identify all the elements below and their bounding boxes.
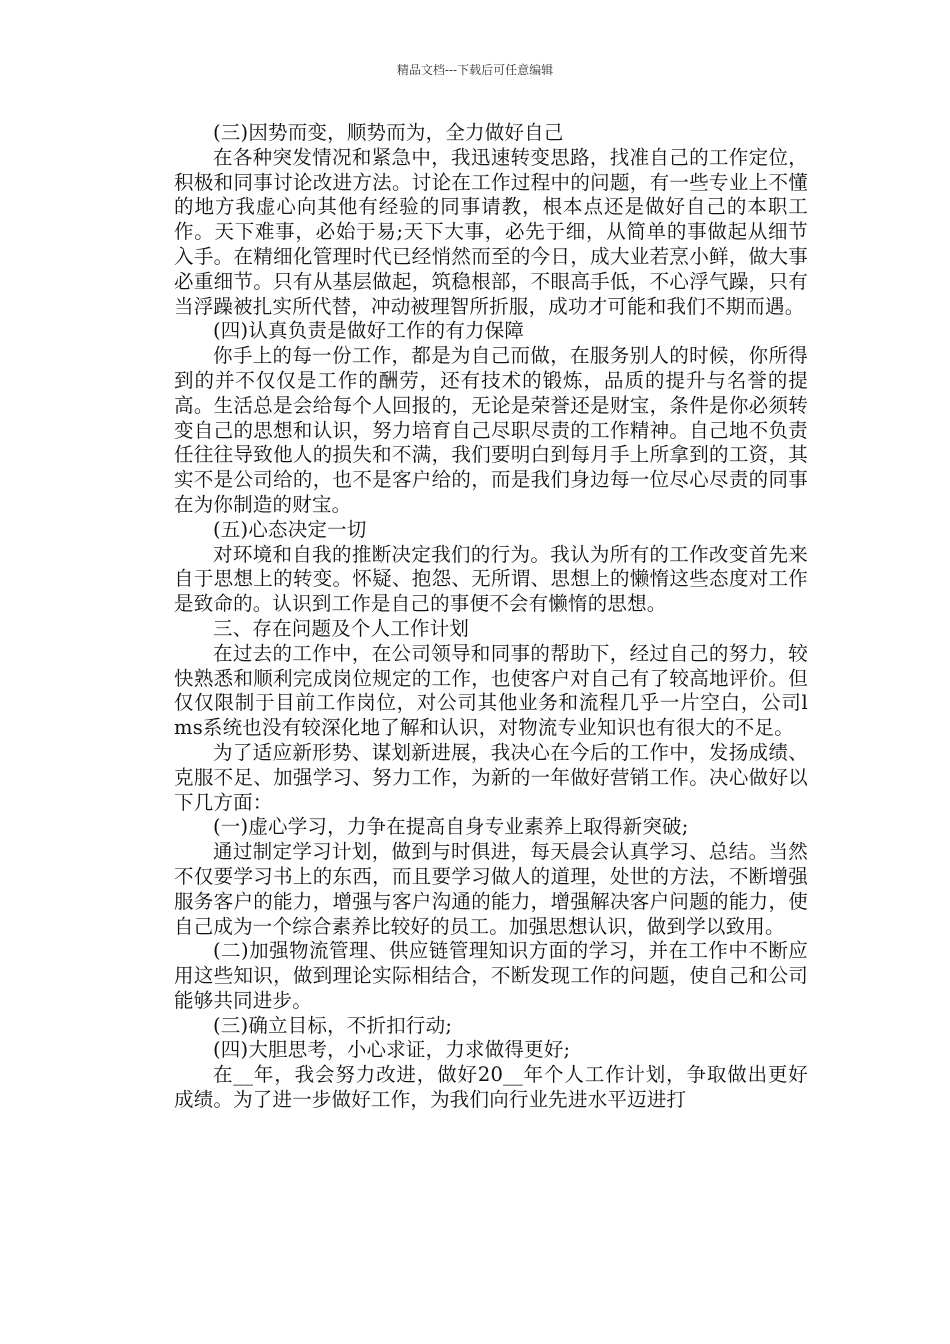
- section-heading-4: (四)认真负责是做好工作的有力保障: [213, 319, 525, 343]
- page-header: 精品文档---下载后可任意编辑: [396, 63, 554, 77]
- chapter-heading: 三、存在问题及个人工作计划: [213, 616, 470, 640]
- section-heading-3: (三)因势而变，顺势而为，全力做好自己: [213, 121, 564, 144]
- paragraph: 在过去的工作中，在公司领导和同事的帮助下，经过自己的努力，较快熟悉和顺利完成岗位规定的工作，也使客户对自己有了较高地评价。但仅仅限制于目前工作岗位，对公司其他业务和流程几乎一片空白，公司lms系统也没有较深化地了解和认识，对物流专业知识也有很大的不足。: [174, 641, 808, 740]
- paragraph: 在__年，我会努力改进，做好20__年个人工作计划，争取做出更好成绩。为了进一步做好工作，为我们向行业先进水平迈进打: [174, 1063, 808, 1112]
- plan-item-3: (三)确立目标，不折扣行动;: [213, 1013, 453, 1037]
- paragraph: 对环境和自我的推断决定我们的行为。我认为所有的工作改变首先来自于思想上的转变。怀疑、抱怨、无所谓、思想上的懒惰这些态度对工作是致命的。认识到工作是自己的事便不会有懒惰的思想。: [174, 542, 808, 616]
- plan-item-4: (四)大胆思考，小心求证，力求做得更好;: [213, 1038, 571, 1062]
- section-heading-5: (五)心态决定一切: [213, 517, 367, 541]
- paragraph: 在各种突发情况和紧急中，我迅速转变思路，找准自己的工作定位，积极和同事讨论改进方法。讨论在工作过程中的问题，有一些专业上不懂的地方我虚心向其他有经验的同事请教，根本点还是做好自己的本职工作。天下难事，必始于易;天下大事，必先于细，从简单的事做起从细节入手。在精细化管理时代已经悄然而至的今日，成大业若烹小鲜，做大事必重细节。只有从基层做起，筑稳根部，不眼高手低，不心浮气躁，只有当浮躁被扎实所代替，冲动被理智所折服，成功才可能和我们不期而遇。: [174, 145, 808, 318]
- plan-item-2: (二)加强物流管理、供应链管理知识方面的学习，并在工作中不断应用这些知识，做到理论实际相结合，不断发现工作的问题，使自己和公司能够共同进步。: [174, 939, 808, 1012]
- paragraph: 你手上的每一份工作，都是为自己而做，在服务别人的时候，你所得到的并不仅仅是工作的酬劳，还有技术的锻炼，品质的提升与名誉的提高。生活总是会给每个人回报的，无论是荣誉还是财宝，条件是你必须转变自己的思想和认识，努力培育自己尽职尽责的工作精神。自己地不负责任往往导致他人的损失和不满，我们要明白到每月手上所拿到的工资，其实不是公司给的，也不是客户给的，而是我们身边每一位尽心尽责的同事在为你制造的财宝。: [174, 344, 808, 516]
- document-body: [174, 121, 808, 1113]
- paragraph: 通过制定学习计划，做到与时俱进，每天晨会认真学习、总结。当然不仅要学习书上的东西，而且要学习做人的道理，处世的方法，不断增强服务客户的能力，增强与客户沟通的能力，增强解决客户问题的能力，使自己成为一个综合素养比较好的员工。加强思想认识，做到学以致用。: [174, 840, 808, 938]
- paragraph: 为了适应新形势、谋划新进展，我决心在今后的工作中，发扬成绩、克服不足、加强学习、努力工作，为新的一年做好营销工作。决心做好以下几方面：: [174, 740, 808, 814]
- plan-item-1: (一)虚心学习，力争在提高自身专业素养上取得新突破;: [213, 815, 689, 839]
